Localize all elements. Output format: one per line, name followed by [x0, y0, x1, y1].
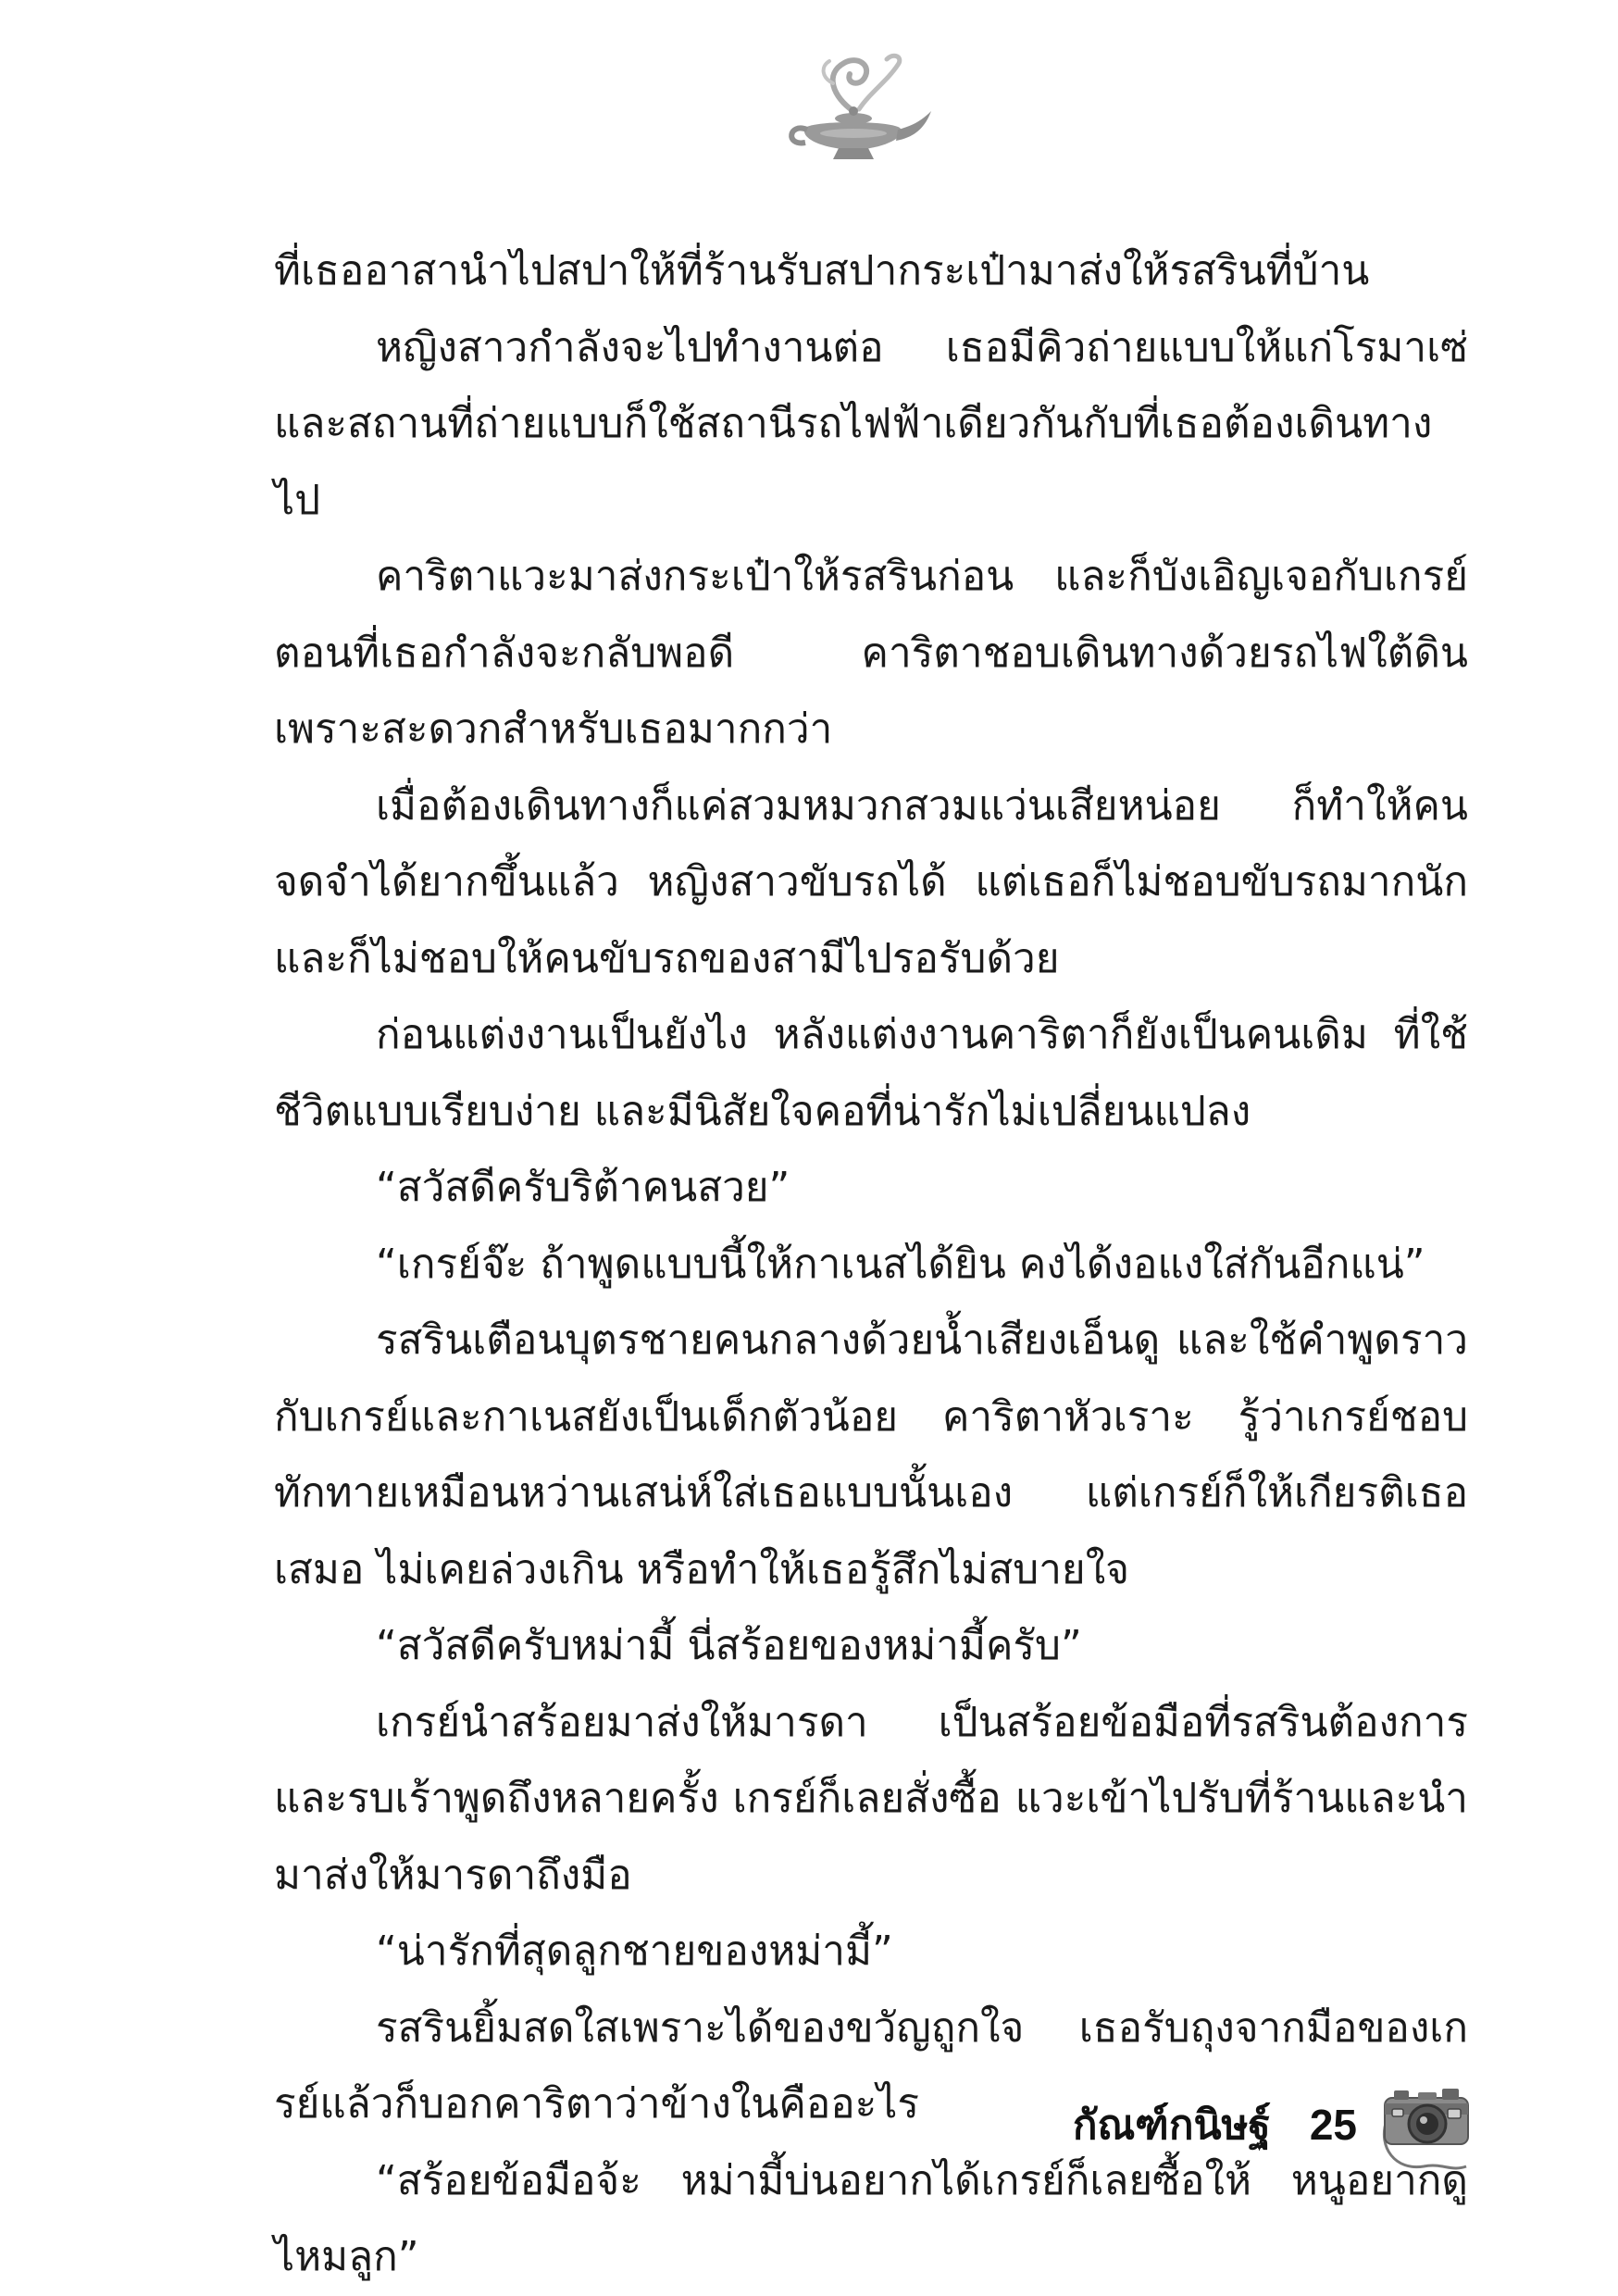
paragraph: เมื่อต้องเดินทางก็แค่สวมหมวกสวมแว่นเสียหน่อย ก็ทำให้คนจดจำได้ยากขึ้นแล้ว หญิงสาวขับรถได้ แต่เธอก็ไม่ชอบขับรถมากนัก และก็ไม่ชอบให้คนขับรถของสามีไปรอรับด้วย: [274, 781, 1468, 982]
paragraph: หญิงสาวกำลังจะไปทำงานต่อ เธอมีคิวถ่ายแบบให้แก่โรมาเซ่ และสถานที่ถ่ายแบบก็ใช้สถานีรถไฟฟ้าเดียวกันกับที่เธอต้องเดินทางไป: [274, 323, 1468, 524]
paragraph: รสรินเตือนบุตรชายคนกลางด้วยน้ำเสียงเอ็นดู และใช้คำพูดราวกับเกรย์และกาเนสยังเป็นเด็กตัวน้อย คาริตาหัวเราะ รู้ว่าเกรย์ชอบทักทายเหมือนหว่านเสน่ห์ใส่เธอแบบนั้นเอง แต่เกรย์ก็ให้เกียรติเธอเสมอ ไม่เคยล่วงเกิน หรือทำให้เธอรู้สึกไม่สบายใจ: [274, 1316, 1468, 1593]
book-title: กัณฑ์กนิษฐ์: [1072, 2102, 1271, 2149]
paragraph: ก่อนแต่งงานเป็นยังไง หลังแต่งงานคาริตาก็ยังเป็นคนเดิม ที่ใช้ชีวิตแบบเรียบง่าย และมีนิสัยใจคอที่น่ารักไม่เปลี่ยนแปลง: [274, 1011, 1468, 1135]
camera-icon: [1377, 2074, 1479, 2176]
body-text: [274, 233, 1468, 2296]
paragraph: ที่เธออาสานำไปสปาให้ที่ร้านรับสปากระเป๋ามาส่งให้รสรินที่บ้าน: [274, 247, 1370, 294]
page-number: 25: [1309, 2101, 1357, 2149]
page-footer: [1073, 2074, 1479, 2176]
paragraph: “เกรย์จ๊ะ ถ้าพูดแบบนี้ให้กาเนสได้ยิน คงได้งอแงใส่กันอีกแน่”: [376, 1240, 1425, 1288]
paragraph: “สวัสดีครับริต้าคนสวย”: [376, 1164, 790, 1211]
paragraph: คาริตาแวะมาส่งกระเป๋าให้รสรินก่อน และก็บังเอิญเจอกับเกรย์ ตอนที่เธอกำลังจะกลับพอดี คาริตาชอบเดินทางด้วยรถไฟใต้ดิน เพราะสะดวกสำหรับเธอมากกว่า: [274, 553, 1468, 753]
paragraph: “สวัสดีครับหม่ามี้ นี่สร้อยของหม่ามี้ครับ”: [376, 1622, 1082, 1669]
paragraph: “น่ารักที่สุดลูกชายของหม่ามี้”: [376, 1928, 893, 1975]
paragraph: รสรินยิ้มสดใสเพราะได้ของขวัญถูกใจ เธอรับถุงจากมือของเกรย์แล้วก็บอกคาริตาว่าข้างในคืออะไร: [274, 2003, 1468, 2128]
paragraph: เกรย์นำสร้อยมาส่งให้มารดา เป็นสร้อยข้อมือที่รสรินต้องการและรบเร้าพูดถึงหลายครั้ง เกรย์ก็เลยสั่งซื้อ แวะเข้าไปรับที่ร้านและนำมาส่งให้มารดาถึงมือ: [274, 1698, 1468, 1899]
genie-lamp-icon: [768, 46, 935, 167]
paragraph: “สร้อยข้อมือจ้ะ หม่ามี้บ่นอยากได้เกรย์ก็เลยซื้อให้ หนูอยากดูไหมลูก”: [274, 2156, 1468, 2280]
